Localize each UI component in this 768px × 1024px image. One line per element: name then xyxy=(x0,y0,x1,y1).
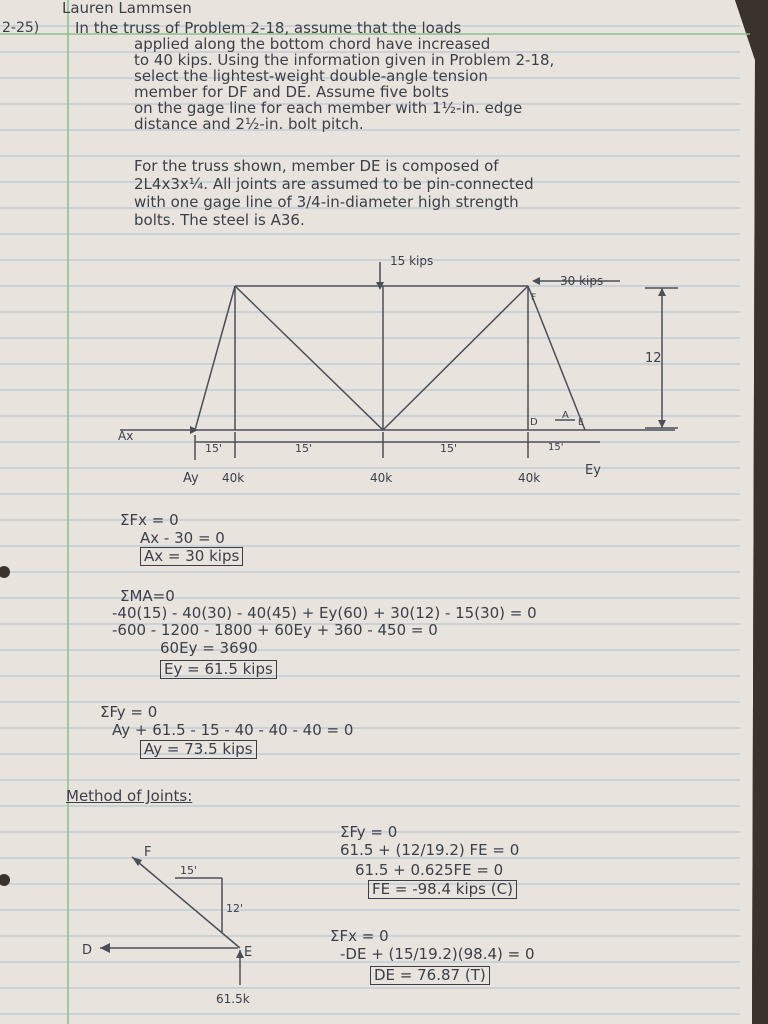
span-label: 15' xyxy=(295,442,313,455)
problem-number: 2-25) xyxy=(2,20,40,36)
equation-line: 60Ey = 3690 xyxy=(160,639,258,657)
ay-label: Ay xyxy=(183,471,199,486)
equation-line: -DE + (15/19.2)(98.4) = 0 xyxy=(340,945,535,963)
de-result: DE = 76.87 (T) xyxy=(370,966,490,985)
problem-line: to 40 kips. Using the information given in Problem 2-18, xyxy=(134,51,555,69)
problem-line: In the truss of Problem 2-18, assume that the loads xyxy=(75,19,462,37)
node-label-d: D xyxy=(530,417,538,428)
equation-line: ΣMA=0 xyxy=(120,587,175,605)
student-name: Lauren Lammsen xyxy=(62,0,192,17)
ey-label: Ey xyxy=(585,463,601,478)
node-label-e: E xyxy=(578,418,584,428)
bottom-load-label: 40k xyxy=(518,471,541,485)
fbd-vertical-label: 12' xyxy=(226,902,244,915)
bottom-load-label: 40k xyxy=(222,471,245,485)
equation-line: ΣFx = 0 xyxy=(120,511,179,529)
fbd-horizontal-label: 15' xyxy=(180,864,198,877)
given-line: For the truss shown, member DE is composed of xyxy=(134,157,499,175)
ax-label: Ax xyxy=(118,429,134,443)
problem-line: on the gage line for each member with 1½-in. edge xyxy=(134,99,523,117)
ey-result: Ey = 61.5 kips xyxy=(160,660,277,679)
fbd-reaction-label: 61.5k xyxy=(216,992,250,1006)
problem-line: member for DF and DE. Assume five bolts xyxy=(134,83,449,101)
fbd-label-d: D xyxy=(82,943,93,958)
span-label: 15' xyxy=(440,442,458,455)
ax-result: Ax = 30 kips xyxy=(140,547,243,566)
span-label: 15' xyxy=(205,442,223,455)
equation-line: -600 - 1200 - 1800 + 60Ey + 360 - 450 = 0 xyxy=(112,621,438,639)
top-load-label: 15 kips xyxy=(390,254,434,268)
equation-line: 61.5 + (12/19.2) FE = 0 xyxy=(340,841,520,859)
node-label-f: F xyxy=(531,293,537,303)
ay-result: Ay = 73.5 kips xyxy=(140,740,257,759)
given-line: bolts. The steel is A36. xyxy=(134,211,305,229)
equation-line: ΣFx = 0 xyxy=(330,927,389,945)
bottom-load-label: 40k xyxy=(370,471,393,485)
problem-line: applied along the bottom chord have increased xyxy=(134,35,491,53)
fbd-label-e: E xyxy=(244,945,253,960)
given-line: with one gage line of 3/4-in-diameter high strength xyxy=(134,193,519,211)
fbd-label-f: F xyxy=(144,845,152,860)
side-load-label: 30 kips xyxy=(560,274,604,288)
equation-line: 61.5 + 0.625FE = 0 xyxy=(355,861,504,879)
problem-line: select the lightest-weight double-angle tension xyxy=(134,67,488,85)
equation-line: Ax - 30 = 0 xyxy=(140,529,225,547)
given-line: 2L4x3x¼. All joints are assumed to be pin-connected xyxy=(134,175,534,193)
node-label-a: A xyxy=(562,410,569,421)
equation-line: -40(15) - 40(30) - 40(45) + Ey(60) + 30(12) - 15(30) = 0 xyxy=(112,604,537,622)
fe-result: FE = -98.4 kips (C) xyxy=(368,880,517,899)
equation-line: ΣFy = 0 xyxy=(100,703,158,721)
method-title: Method of Joints: xyxy=(66,787,193,805)
equation-line: ΣFy = 0 xyxy=(340,823,398,841)
equation-line: Ay + 61.5 - 15 - 40 - 40 - 40 = 0 xyxy=(112,721,354,739)
height-label: 12 xyxy=(645,351,662,366)
span-label: 15' xyxy=(548,442,564,453)
problem-line: distance and 2½-in. bolt pitch. xyxy=(134,115,364,133)
